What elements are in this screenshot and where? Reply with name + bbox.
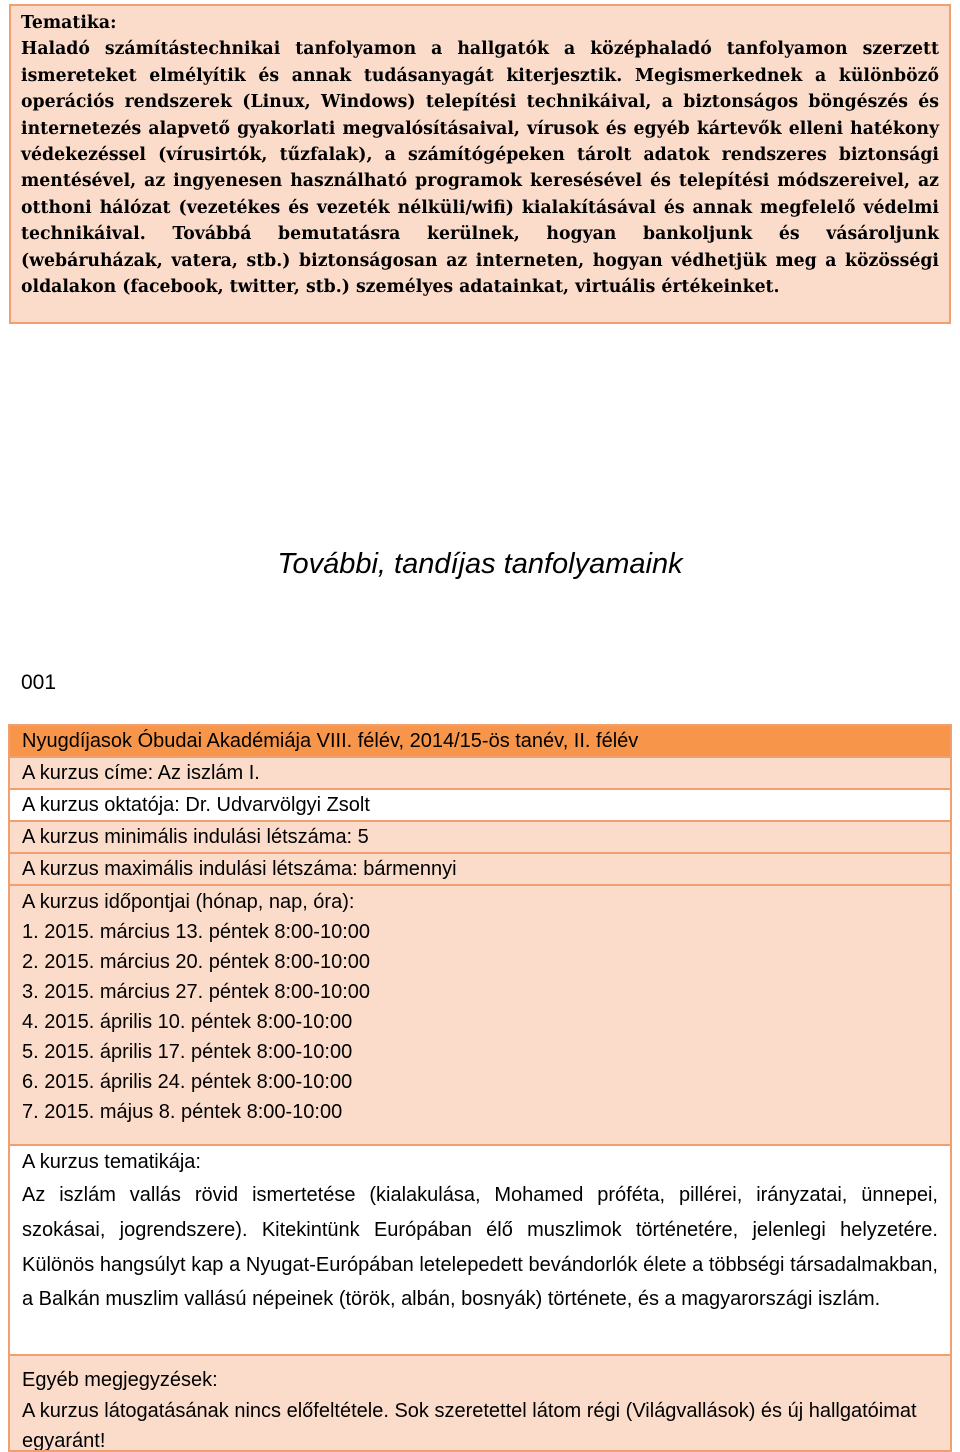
notes-label: Egyéb megjegyzések: (22, 1369, 218, 1391)
schedule-date: 6. 2015. április 24. péntek 8:00-10:00 (22, 1071, 353, 1093)
course-table (8, 724, 952, 1452)
course-instructor-row: A kurzus oktatója: Dr. Udvarvölgyi Zsolt (8, 788, 952, 820)
intro-title: Tematika: (21, 13, 117, 33)
schedule-date: 2. 2015. március 20. péntek 8:00-10:00 (22, 951, 371, 973)
course-min-size-row: A kurzus minimális indulási létszáma: 5 (8, 820, 952, 852)
course-max-size-row: A kurzus maximális indulási létszáma: bármennyi (8, 852, 952, 884)
notes-text: A kurzus látogatásának nincs előfeltétele. Sok szeretettel látom régi (Világvallások) és új hallgatóimat egyaránt! (22, 1400, 917, 1452)
course-intro-box (9, 4, 951, 324)
schedule-date: 4. 2015. április 10. péntek 8:00-10:00 (22, 1011, 353, 1033)
course-tematika-row (8, 1144, 952, 1354)
intro-text: Haladó számítástechnikai tanfolyamon a hallgatók a középhaladó tanfolyamon szerzett ismereteket elmélyítik és annak tudásanyagát kiterjesztik. Megismerkednek a különböző operációs rendszerek (Linux, Windows) telepítési technikáival, a biztonságos böngészés és internetezés alapvető gyakorlati megvalósításaival, vírusok és egyéb kártevők elleni hatékony védekezéssel (vírusirtók, tűzfalak), a számítógépeken tárolt adatok rendszeres biztonsági mentésével, az ingyenesen használható programok keresésével és telepítési módszereivel, az otthoni hálózat (vezetékes és vezeték nélküli/wifi) kialakításával és annak megfelelő védelmi technikáival. Továbbá bemutatásra kerülnek, hogyan bankoljunk és vásároljunk (webáruházak, vatera, stb.) biztonságosan az interneten, hogyan védhetjük meg a közösségi oldalakon (facebook, twitter, stb.) személyes adatainkat, virtuális értékeinket. (21, 39, 939, 298)
course-code: 001 (21, 671, 57, 694)
schedule-date: 3. 2015. március 27. péntek 8:00-10:00 (22, 981, 371, 1003)
course-program-row: Nyugdíjasok Óbudai Akadémiája VIII. félév, 2014/15-ös tanév, II. félév (8, 724, 952, 756)
schedule-date: 5. 2015. április 17. péntek 8:00-10:00 (22, 1041, 353, 1063)
section-heading: További, tandíjas tanfolyamaink (277, 548, 683, 580)
course-schedule-row (8, 884, 952, 1144)
schedule-date: 7. 2015. május 8. péntek 8:00-10:00 (22, 1101, 343, 1123)
tematika-text: Az iszlám vallás rövid ismertetése (kialakulása, Mohamed próféta, pillérei, irányzatai, ünnepei, szokásai, jogrendszere). Kitekintünk Európában élő muszlimok történetére, jelenlegi helyzetére. Különös hangsúlyt kap a Nyugat-Európában letelepedett bevándorlók élete a többségi társadalmakban, a Balkán muszlim vallású népeinek (török, albán, bosnyák) története, és a magyarországi iszlám. (22, 1184, 938, 1311)
course-notes-row (8, 1354, 952, 1452)
course-title-row: A kurzus címe: Az iszlám I. (8, 756, 952, 788)
tematika-label: A kurzus tematikája: (22, 1151, 201, 1173)
schedule-label: A kurzus időpontjai (hónap, nap, óra): (22, 891, 355, 913)
schedule-date: 1. 2015. március 13. péntek 8:00-10:00 (22, 921, 371, 943)
